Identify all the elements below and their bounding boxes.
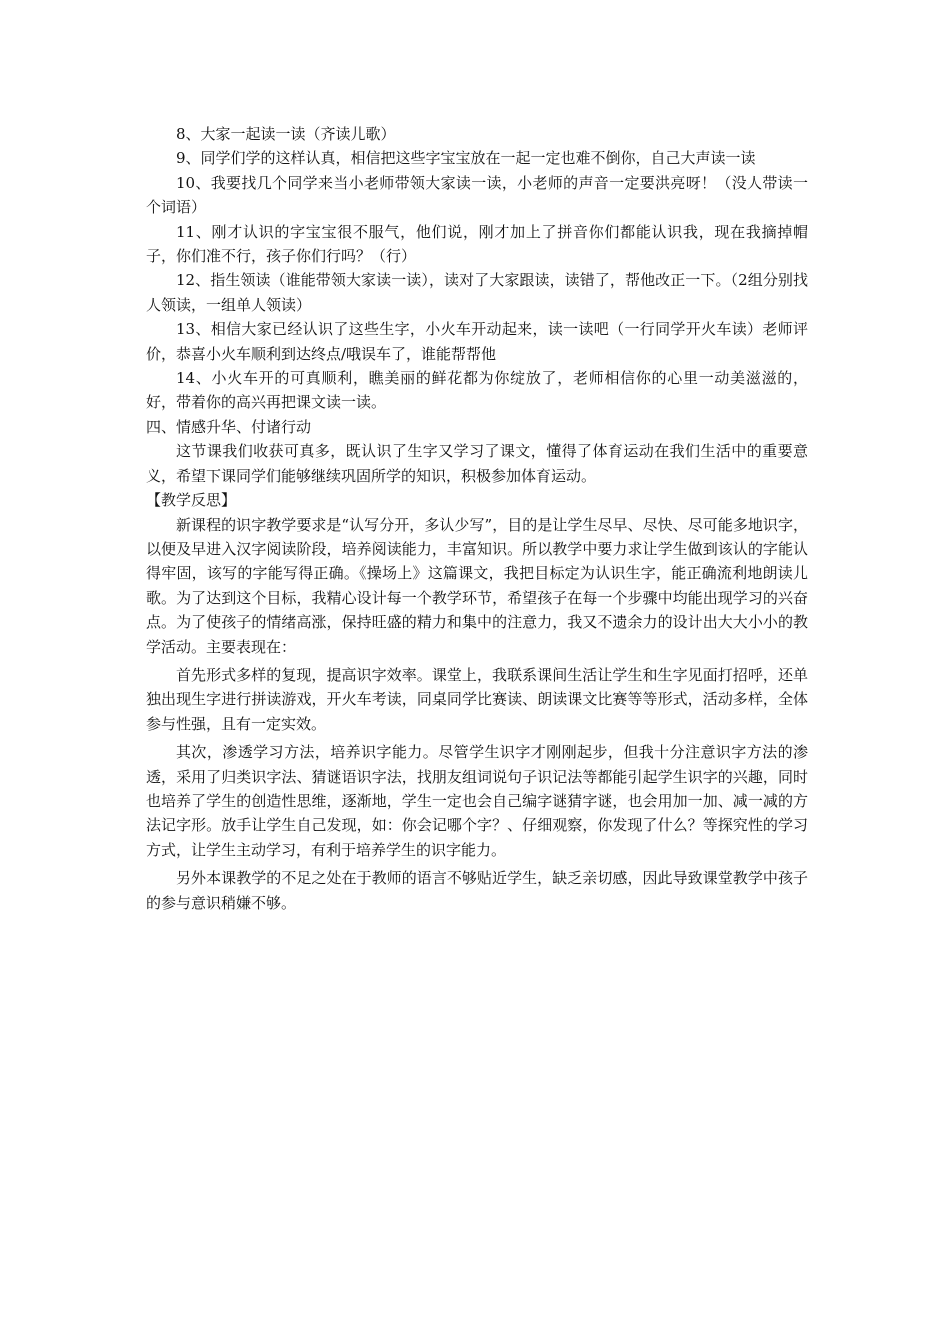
- reflection-paragraph-4: 另外本课教学的不足之处在于教师的语言不够贴近学生，缺乏亲切感，因此导致课堂教学中孩子的参与意识稍嫌不够。: [146, 869, 808, 912]
- reflection-paragraph-3: 其次，渗透学习方法，培养识字能力。尽管学生识字才刚刚起步，但我十分注意识字方法的渗透，采用了归类识字法、猜谜语识字法，找朋友组词说句子识记法等都能引起学生识字的兴趣，同时也培养了学生的创造性思维，逐渐地，学生一定也会自己编字谜猜字谜，也会用加一加、减一减的方法记字形。放手让学生自己发现，如：你会记哪个字？、仔细观察，你发现了什么？等探究性的学习方式，让学生主动学习，有利于培养学生的识字能力。: [146, 743, 808, 859]
- section-four-paragraph: 这节课我们收获可真多，既认识了生字又学习了课文，懂得了体育运动在我们生活中的重要意义，希望下课同学们能够继续巩固所学的知识，积极参加体育运动。: [146, 442, 808, 485]
- lesson-item-11: 11、刚才认识的字宝宝很不服气，他们说，刚才加上了拼音你们都能认识我，现在我摘掉帽子，你们准不行，孩子你们行吗？（行）: [146, 222, 808, 266]
- lesson-item-13: 13、相信大家已经认识了这些生字，小火车开动起来，读一读吧（一行同学开火车读）老师评价，恭喜小火车顺利到达终点/哦误车了，谁能帮帮他: [146, 320, 808, 363]
- reflection-paragraph-1: 新课程的识字教学要求是“认写分开，多认少写”，目的是让学生尽早、尽快、尽可能多地识字，以便及早进入汉字阅读阶段，培养阅读能力，丰富知识。所以教学中要力求让学生做到该认的字能认得牢固，该写的字能写得正确。《操场上》这篇课文，我把目标定为认识生字，能正确流利地朗读儿歌。为了达到这个目标，我精心设计每一个教学环节，希望孩子在每一个步骤中均能出现学习的兴奋点。为了使孩子的情绪高涨，保持旺盛的精力和集中的注意力，我又不遗余力的设计出大大小小的教学活动。主要表现在：: [146, 515, 808, 656]
- reflection-heading: 【教学反思】: [146, 491, 237, 510]
- lesson-item-8: 8、大家一起读一读（齐读儿歌）: [176, 125, 396, 143]
- lesson-item-10: 10、我要找几个同学来当小老师带领大家读一读，小老师的声音一定要洪亮呀！（没人带读一个词语）: [146, 173, 808, 217]
- lesson-item-14: 14、小火车开的可真顺利，瞧美丽的鲜花都为你绽放了，老师相信你的心里一动美滋滋的，好，带着你的高兴再把课文读一读。: [146, 369, 808, 412]
- section-four-heading: 四、情感升华、付诸行动: [146, 417, 312, 436]
- document-page: [146, 122, 808, 915]
- reflection-paragraph-2: 首先形式多样的复现，提高识字效率。课堂上，我联系课间生活让学生和生字见面打招呼，还单独出现生字进行拼读游戏，开火车考读，同桌同学比赛读、朗读课文比赛等等形式，活动多样，全体参与性强，且有一定实效。: [146, 665, 808, 733]
- lesson-item-9: 9、同学们学的这样认真，相信把这些字宝宝放在一起一定也难不倒你，自己大声读一读: [176, 149, 756, 168]
- lesson-item-12: 12、指生领读（谁能带领大家读一读），读对了大家跟读，读错了，帮他改正一下。（2组分别找人领读，一组单人领读）: [146, 271, 808, 314]
